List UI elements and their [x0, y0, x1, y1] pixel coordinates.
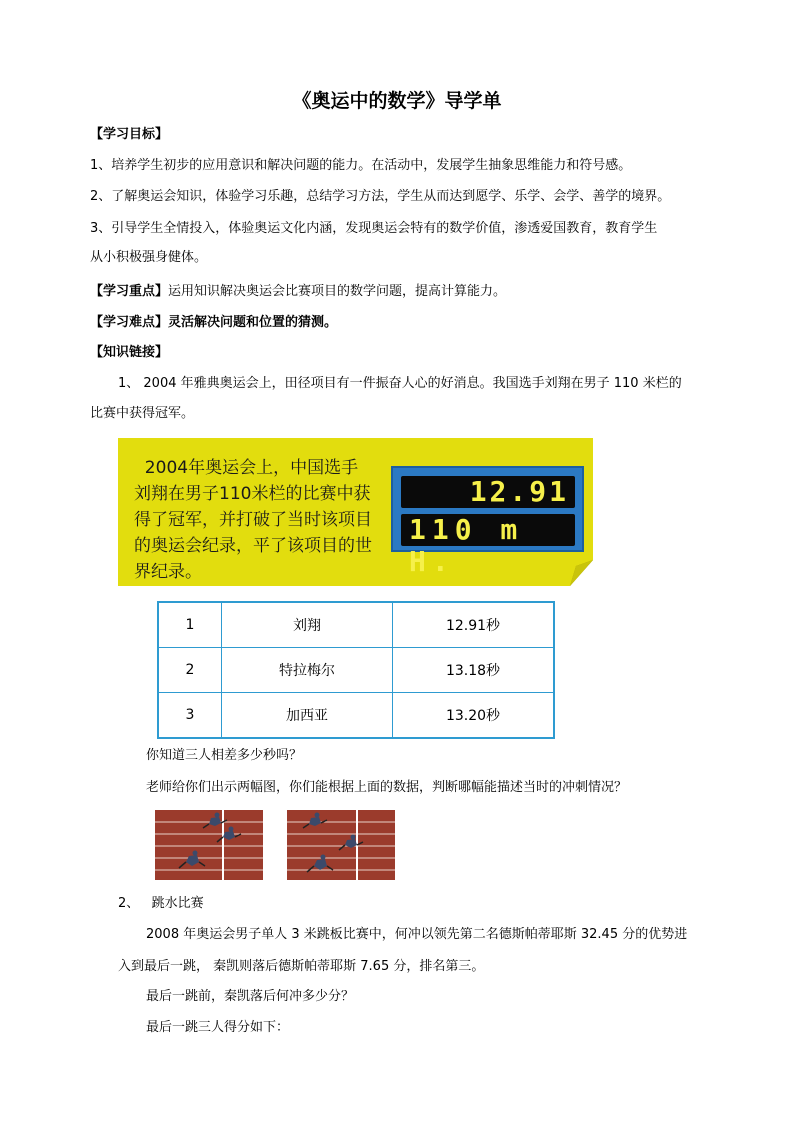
banner-line: 的奥运会纪录，平了该项目的世 — [134, 536, 372, 556]
banner-line: 刘翔在男子110米栏的比赛中获 — [134, 484, 371, 504]
time-cell: 13.20秒 — [393, 693, 555, 739]
question-text: 最后一跳前，秦凯落后何冲多少分？ — [146, 989, 355, 1004]
goals-heading: 【学习目标】 — [90, 127, 169, 142]
rank-cell: 2 — [158, 648, 222, 693]
table-row — [158, 602, 554, 648]
time-cell: 12.91秒 — [393, 602, 555, 648]
difficulty-heading: 【学习难点】 — [90, 315, 169, 330]
rank-cell: 1 — [158, 602, 222, 648]
scoreboard-event: 110 m H. — [401, 514, 575, 546]
question-text: 最后一跳三人得分如下： — [146, 1020, 290, 1035]
links-heading: 【知识链接】 — [90, 345, 169, 360]
track-image-a — [155, 810, 263, 880]
key-point-text: 运用知识解决奥运会比赛项目的数学问题，提高计算能力。 — [168, 284, 507, 299]
banner-line: 界纪录。 — [134, 562, 202, 582]
difficulty-text: 灵活解决问题和位置的猜测。 — [168, 315, 338, 330]
track-image-b — [287, 810, 395, 880]
scoreboard — [391, 466, 584, 578]
key-point-heading: 【学习重点】 — [90, 284, 169, 299]
table-row — [158, 648, 554, 693]
scoreboard-time: 12.91 — [401, 476, 575, 508]
banner-line: 2004年奥运会上，中国选手 — [134, 458, 359, 478]
difficulty — [90, 314, 337, 332]
name-cell: 刘翔 — [222, 602, 393, 648]
results-table — [157, 601, 555, 739]
goal-item: 3、引导学生全情投入，体验奥运文化内涵，发现奥运会特有的数学价值，渗透爱国教育，教育学生 — [90, 221, 658, 236]
rank-cell: 3 — [158, 693, 222, 739]
name-cell: 特拉梅尔 — [222, 648, 393, 693]
name-cell: 加西亚 — [222, 693, 393, 739]
goal-item: 1、培养学生初步的应用意识和解决问题的能力。在活动中，发展学生抽象思维能力和符号感。 — [90, 158, 632, 173]
section2-text: 2008 年奥运会男子单人 3 米跳板比赛中，何冲以领先第二名德斯帕蒂耶斯 32.45 分的优势进 — [146, 927, 688, 942]
banner-line: 得了冠军，并打破了当时该项目 — [134, 510, 372, 530]
section2-text: 入到最后一跳， 秦凯则落后德斯帕蒂耶斯 7.65 分，排名第三。 — [118, 959, 485, 974]
goal-item: 2、了解奥运会知识，体验学习乐趣，总结学习方法，学生从而达到愿学、乐学、会学、善学的境界。 — [90, 189, 671, 204]
section2-heading: 2、 跳水比赛 — [118, 896, 204, 911]
section1-text: 比赛中获得冠军。 — [90, 406, 195, 421]
page-title: 《奥运中的数学》导学单 — [292, 90, 502, 112]
goal-item: 从小积极强身健体。 — [90, 250, 208, 265]
banner-text — [134, 455, 389, 585]
table-row — [158, 693, 554, 739]
question-text: 老师给你们出示两幅图，你们能根据上面的数据，判断哪幅能描述当时的冲刺情况？ — [146, 780, 628, 795]
key-point — [90, 283, 506, 301]
time-cell: 13.18秒 — [393, 648, 555, 693]
question-text: 你知道三人相差多少秒吗？ — [146, 748, 303, 763]
section1-text: 1、 2004 年雅典奥运会上，田径项目有一件振奋人心的好消息。我国选手刘翔在男子 110 米栏的 — [118, 376, 682, 391]
